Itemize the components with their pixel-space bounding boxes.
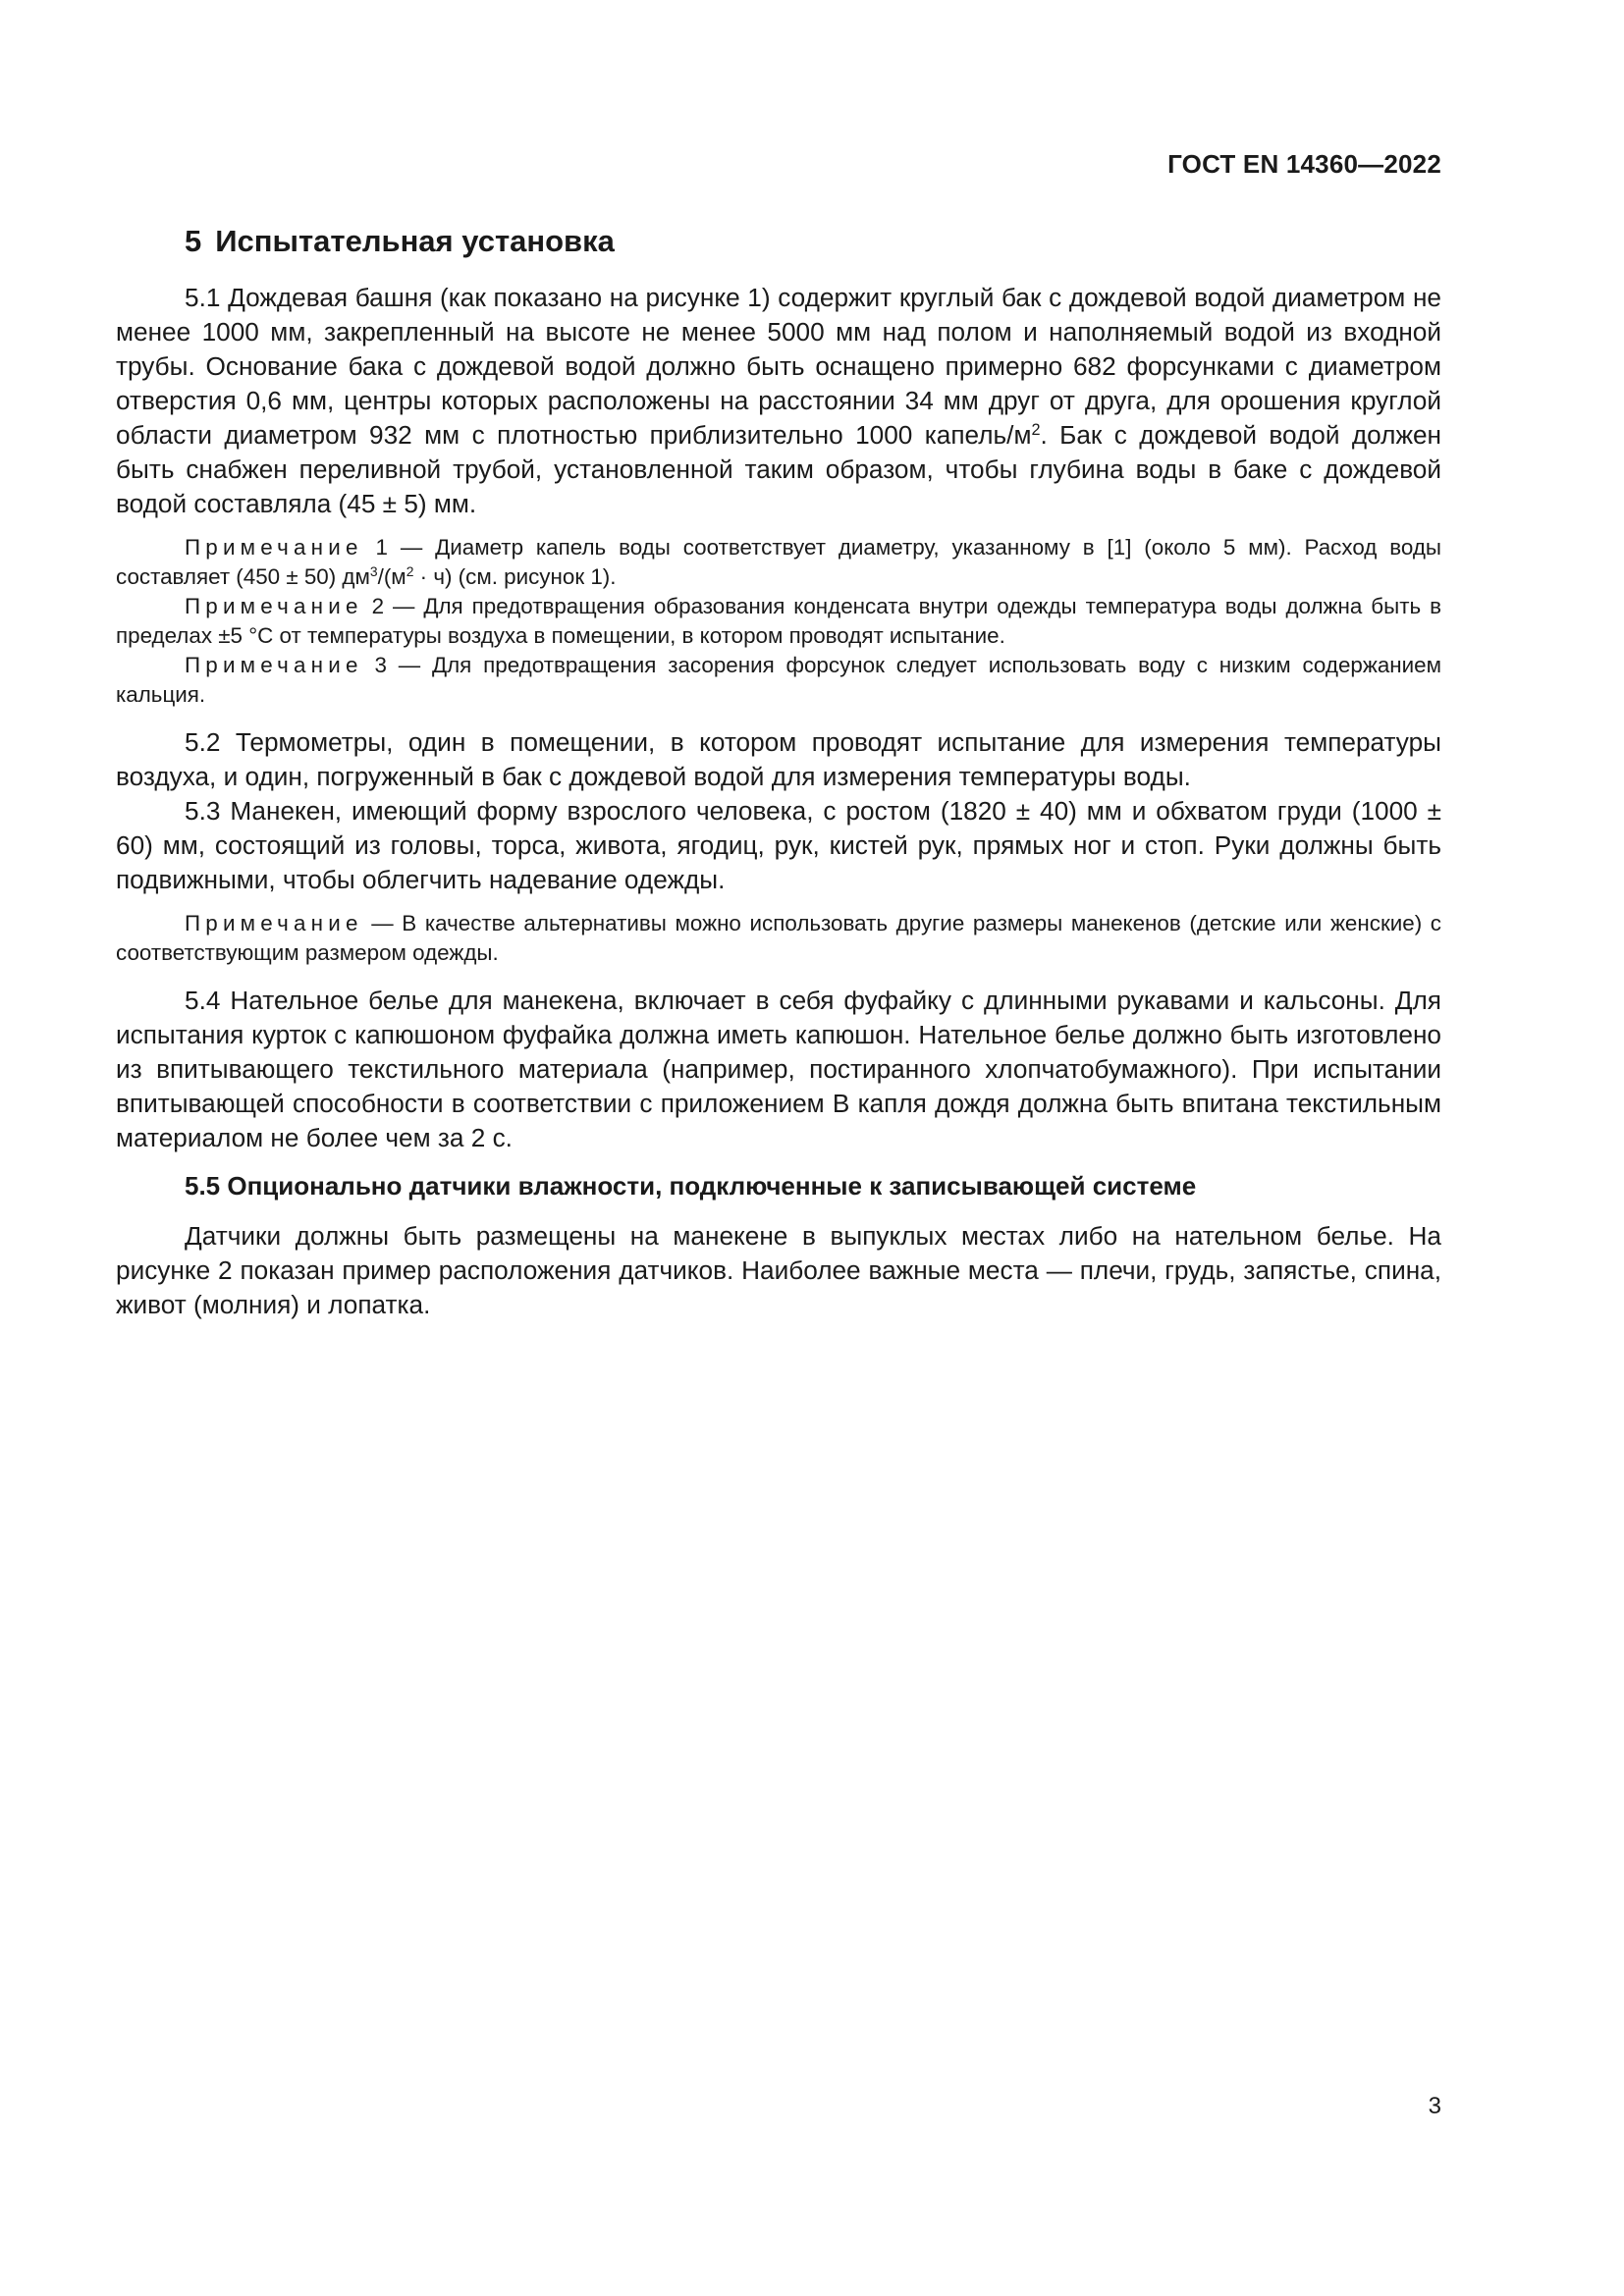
superscript: 2 <box>406 563 414 580</box>
note-3 <box>116 651 1441 710</box>
page-content <box>116 224 1441 1322</box>
section-heading <box>185 224 1441 259</box>
note-1-text-c: · ч) (см. рисунок 1). <box>413 564 617 589</box>
note-4 <box>116 909 1441 968</box>
paragraph-5-3: 5.3 Манекен, имеющий форму взрослого человека, с ростом (1820 ± 40) мм и обхватом груди (1000 ± 60) мм, состоящий из головы, торса, живота, ягодиц, рук, кистей рук, прямых ног и стоп. Руки должны быть подвижными, чтобы облегчить надевание одежды. <box>116 796 1441 894</box>
paragraph-5-1-text-b: . Бак с дождевой водой должен быть снабжен переливной трубой, установленной таким образом, чтобы глубина воды в баке с дождевой водой составляла (45 ± 5) мм. <box>116 420 1441 518</box>
note-label: Примечание <box>185 653 363 677</box>
note-label: Примечание <box>185 911 363 935</box>
page-number: 3 <box>1428 2093 1441 2119</box>
note-2-text: 2 — Для предотвращения образования конденсата внутри одежды температура воды должна быть в пределах ±5 °С от температуры воздуха в помещении, в котором проводят испытание. <box>116 594 1441 648</box>
paragraph-5-4: 5.4 Нательное белье для манекена, включает в себя фуфайку с длинными рукавами и кальсоны. Для испытания курток с капюшоном фуфайка должна иметь капюшон. Нательное белье должно быть изготовлено из впитывающего текстильного материала (например, постиранного хлопчатобумажного). При испытании впитывающей способности в соответствии с приложением В капля дождя должна быть впитана текстильным материалом не более чем за 2 с. <box>116 986 1441 1152</box>
note-1 <box>116 533 1441 592</box>
note-4-text: — В качестве альтернативы можно использовать другие размеры манекенов (детские или женские) с соответствующим размером одежды. <box>116 911 1441 965</box>
section-title-text: Испытательная установка <box>215 224 615 258</box>
note-label: Примечание <box>185 594 363 618</box>
note-label: Примечание <box>185 535 363 560</box>
superscript: 3 <box>369 563 378 580</box>
paragraph-5-5: Датчики должны быть размещены на манекене в выпуклых местах либо на нательном белье. На рисунке 2 показан пример расположения датчиков. Наиболее важные места — плечи, грудь, запястье, спина, живот (молния) и лопатка. <box>116 1221 1441 1319</box>
note-3-text: 3 — Для предотвращения засорения форсунок следует использовать воду с низким содержанием кальция. <box>116 653 1441 707</box>
note-1-text-b: /(м <box>377 564 406 589</box>
document-code-header: ГОСТ EN 14360—2022 <box>1167 149 1441 179</box>
note-1-text-a: 1 — Диаметр капель воды соответствует диаметру, указанному в [1] (около 5 мм). Расход воды составляет (450 ± 50) дм <box>116 535 1441 589</box>
superscript: 2 <box>1031 421 1041 440</box>
subsection-heading-5-5: 5.5 Опционально датчики влажности, подключенные к записывающей системе <box>185 1171 1197 1201</box>
section-number: 5 <box>185 224 202 258</box>
paragraph-5-2: 5.2 Термометры, один в помещении, в котором проводят испытание для измерения температуры воздуха, и один, погруженный в бак с дождевой водой для измерения температуры воды. <box>116 727 1441 791</box>
note-2 <box>116 592 1441 651</box>
paragraph-5-1-text-a: 5.1 Дождевая башня (как показано на рисунке 1) содержит круглый бак с дождевой водой диаметром не менее 1000 мм, закрепленный на высоте не менее 5000 мм над полом и наполняемый водой из входной трубы. Основание бака с дождевой водой должно быть оснащено примерно 682 форсунками с диаметром отверстия 0,6 мм, центры которых расположены на расстоянии 34 мм друг от друга, для орошения круглой области диаметром 932 мм с плотностью приблизительно 1000 капель/м <box>116 283 1441 450</box>
paragraph-5-1 <box>116 281 1441 521</box>
